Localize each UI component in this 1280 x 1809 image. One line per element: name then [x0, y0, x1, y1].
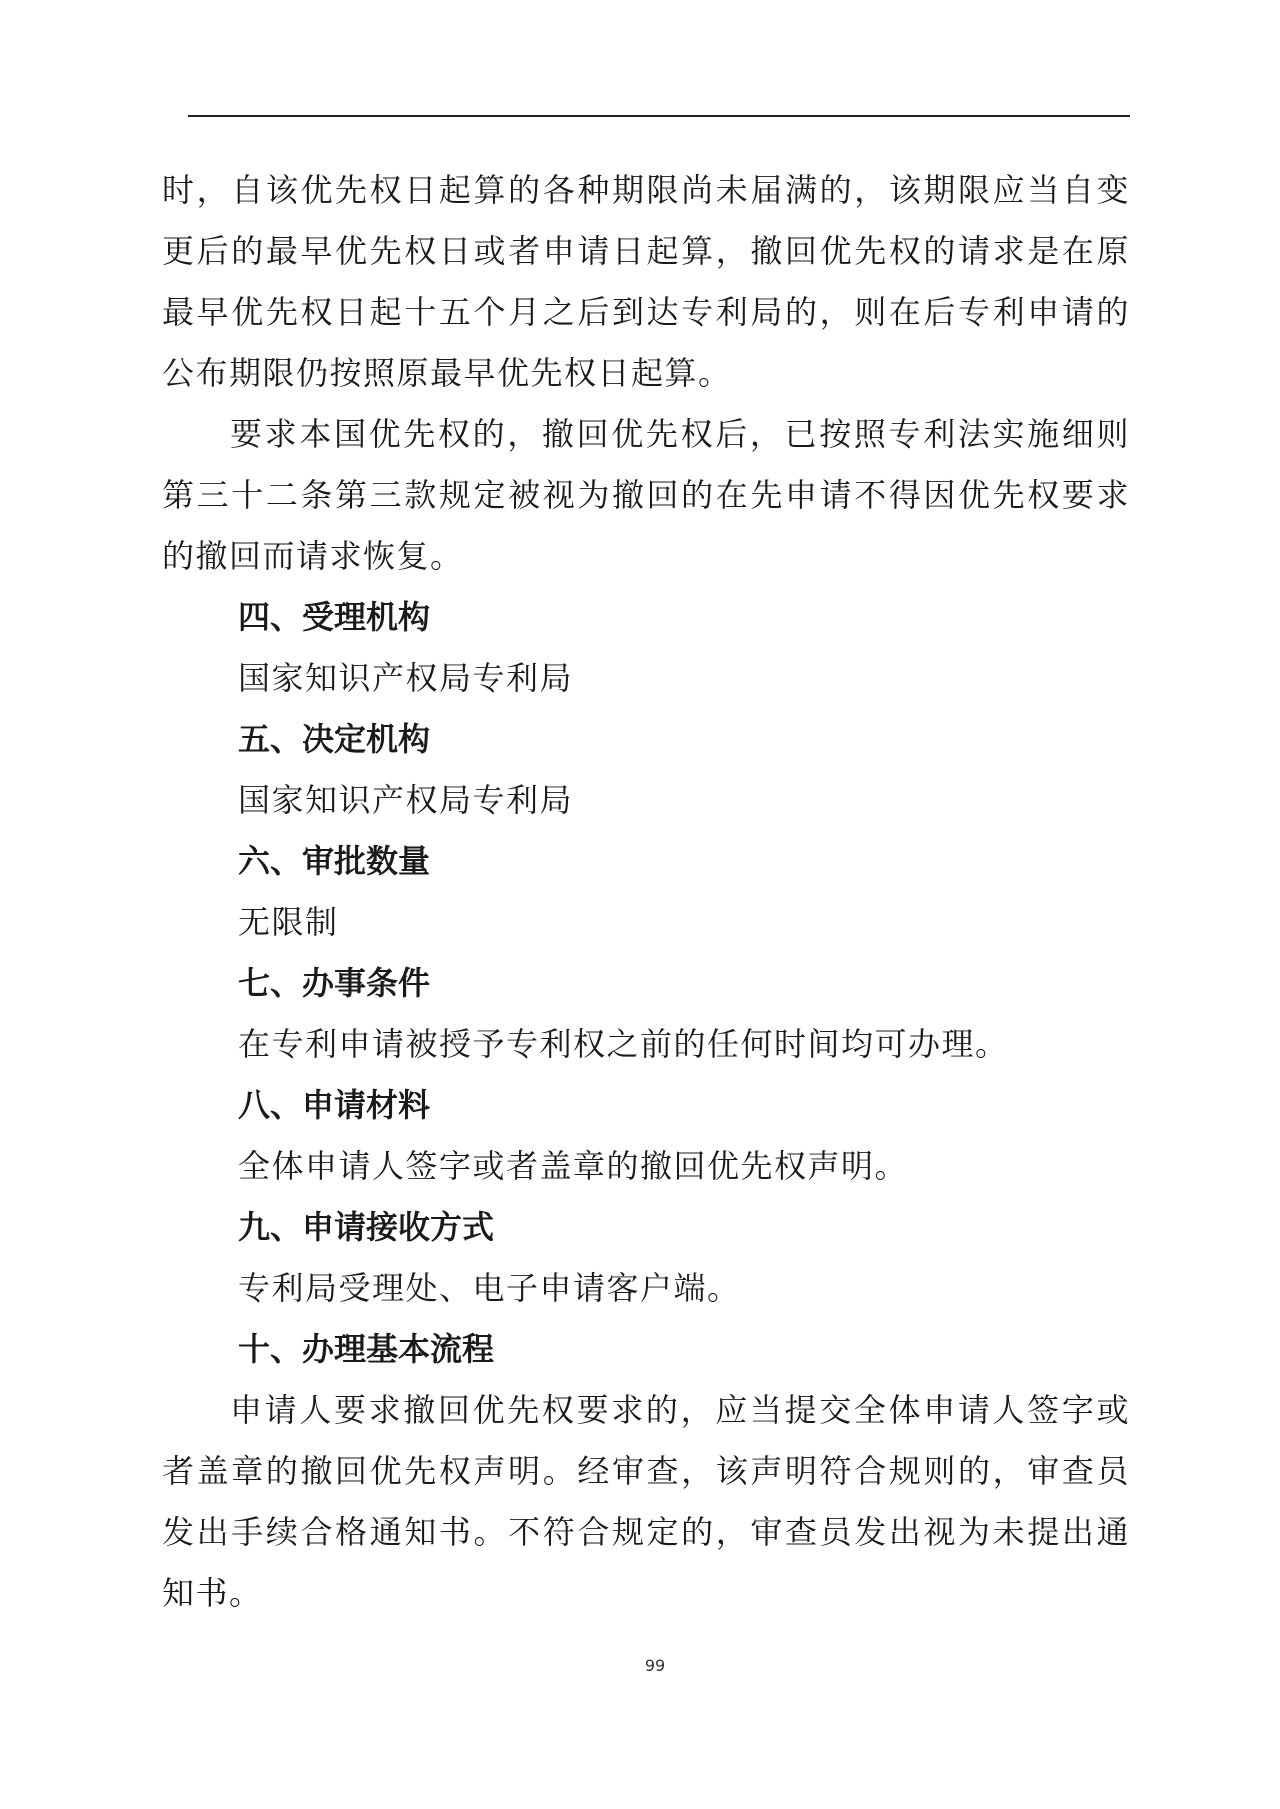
document-body: [162, 160, 1130, 1624]
section-heading-receiving-methods: 九、申请接收方式: [238, 1208, 495, 1246]
section-body-conditions: 在专利申请被授予专利权之前的任何时间均可办理。: [238, 1025, 1009, 1063]
section-body-basic-process: 申请人要求撤回优先权要求的，应当提交全体申请人签字或者盖章的撤回优先权声明。经审查，该声明符合规则的，审查员发出手续合格通知书。不符合规定的，审查员发出视为未提出通知书。: [162, 1391, 1130, 1612]
section-heading-conditions: 七、办事条件: [238, 964, 431, 1002]
section-heading-basic-process: 十、办理基本流程: [238, 1330, 495, 1368]
section-heading-accepting-agency: 四、受理机构: [238, 598, 431, 636]
section-body-deciding-agency: 国家知识产权局专利局: [238, 781, 574, 819]
paragraph-domestic-priority: 要求本国优先权的，撤回优先权后，已按照专利法实施细则第三十二条第三款规定被视为撤回的在先申请不得因优先权要求的撤回而请求恢复。: [162, 415, 1130, 575]
section-body-materials: 全体申请人签字或者盖章的撤回优先权声明。: [238, 1147, 909, 1185]
section-heading-deciding-agency: 五、决定机构: [238, 720, 431, 758]
section-heading-materials: 八、申请材料: [238, 1086, 431, 1124]
section-body-approval-quantity: 无限制: [238, 903, 339, 941]
paragraph-continuation: 时，自该优先权日起算的各种期限尚未届满的，该期限应当自变更后的最早优先权日或者申请日起算，撤回优先权的请求是在原最早优先权日起十五个月之后到达专利局的，则在后专利申请的公布期限仍按照原最早优先权日起算。: [162, 171, 1130, 392]
section-body-accepting-agency: 国家知识产权局专利局: [238, 659, 574, 697]
page-number: 99: [644, 1656, 666, 1675]
section-body-receiving-methods: 专利局受理处、电子申请客户端。: [238, 1269, 741, 1307]
header-rule: [188, 115, 1130, 117]
section-heading-approval-quantity: 六、审批数量: [238, 842, 431, 880]
